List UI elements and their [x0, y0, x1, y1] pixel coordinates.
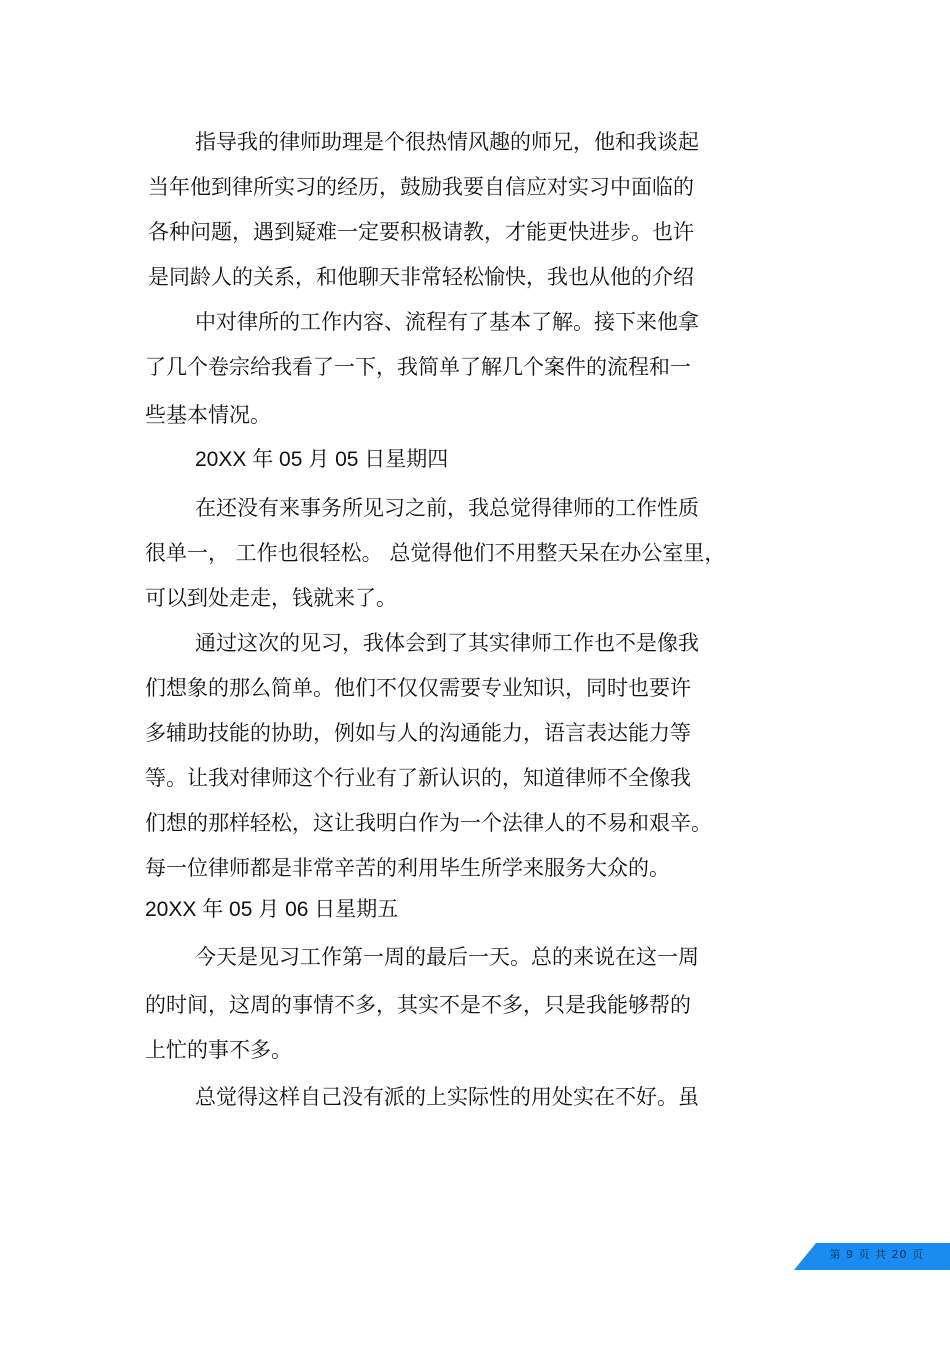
- text-line: 多辅助技能的协助，例如与人的沟通能力，语言表达能力等: [145, 721, 691, 745]
- date-heading: 20XX 年 05 月 06 日星期五: [145, 898, 399, 921]
- text-line: 些基本情况。: [145, 403, 271, 427]
- text-line: 指导我的律师助理是个很热情风趣的师兄，他和我谈起: [195, 130, 699, 154]
- text-line: 总觉得这样自己没有派的上实际性的用处实在不好。虽: [195, 1085, 699, 1109]
- text-line: 们想象的那么简单。他们不仅仅需要专业知识，同时也要许: [145, 676, 691, 700]
- text-line: 在还没有来事务所见习之前，我总觉得律师的工作性质: [195, 496, 699, 520]
- text-line: 的时间，这周的事情不多，其实不是不多，只是我能够帮的: [145, 993, 691, 1017]
- text-line: 等。让我对律师这个行业有了新认识的，知道律师不全像我: [145, 766, 691, 790]
- date-heading: 20XX 年 05 月 05 日星期四: [195, 448, 449, 471]
- text-line: 是同龄人的关系，和他聊天非常轻松愉快，我也从他的介绍: [148, 265, 694, 289]
- text-line: 中对律所的工作内容、流程有了基本了解。接下来他拿: [195, 310, 699, 334]
- text-line: 们想的那样轻松，这让我明白作为一个法律人的不易和艰辛。: [145, 811, 712, 835]
- text-line: 了几个卷宗给我看了一下，我简单了解几个案件的流程和一: [145, 355, 691, 379]
- text-line: 当年他到律所实习的经历，鼓励我要自信应对实习中面临的: [148, 175, 694, 199]
- text-line: 很单一， 工作也很轻松。 总觉得他们不用整天呆在办公室里，: [145, 541, 726, 565]
- text-line: 通过这次的见习，我体会到了其实律师工作也不是像我: [195, 631, 699, 655]
- text-line: 各种问题，遇到疑难一定要积极请教，才能更快进步。也许: [148, 220, 694, 244]
- text-line: 今天是见习工作第一周的最后一天。总的来说在这一周: [195, 945, 699, 969]
- text-line: 上忙的事不多。: [145, 1038, 292, 1062]
- text-line: 可以到处走走，钱就来了。: [145, 586, 397, 610]
- text-line: 每一位律师都是非常辛苦的利用毕生所学来服务大众的。: [145, 856, 670, 880]
- page-number: 第 9 页 共 20 页: [829, 1248, 924, 1261]
